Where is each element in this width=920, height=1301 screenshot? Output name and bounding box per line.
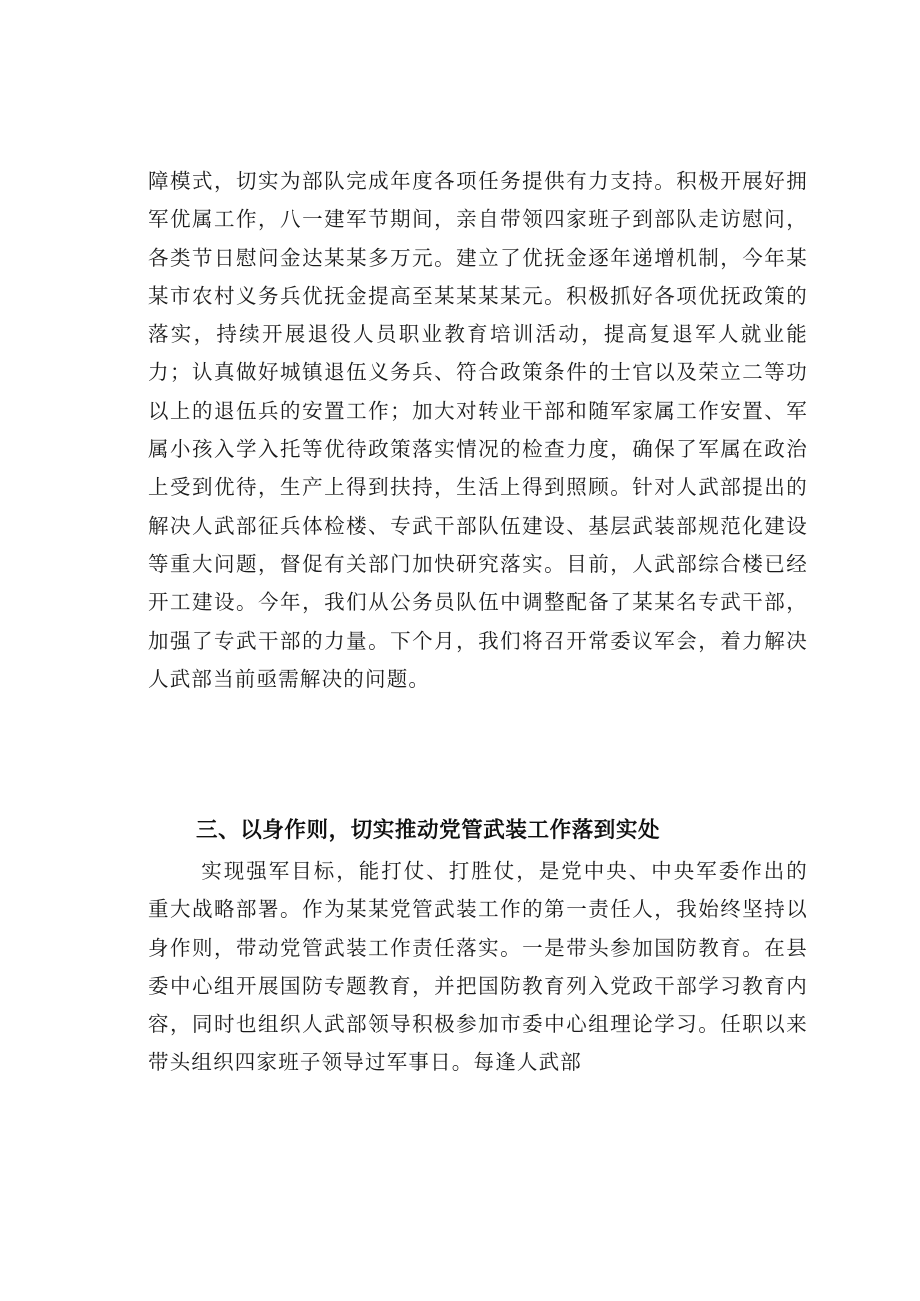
body-paragraph-1: 障模式，切实为部队完成年度各项任务提供有力支持。积极开展好拥军优属工作，八一建军节期间，亲自带领四家班子到部队走访慰问，各类节日慰问金达某某多万元。建立了优抚金逐年递增机制，今年某某市农村义务兵优抚金提高至某某某某元。积极抓好各项优抚政策的落实，持续开展退役人员职业教育培训活动，提高复退军人就业能力；认真做好城镇退伍义务兵、符合政策条件的士官以及荣立二等功以上的退伍兵的安置工作；加大对转业干部和随军家属工作安置、军属小孩入学入托等优待政策落实情况的检查力度，确保了军属在政治上受到优待，生产上得到扶持，生活上得到照顾。针对人武部提出的解决人武部征兵体检楼、专武干部队伍建设、基层武装部规范化建设等重大问题，督促有关部门加快研究落实。目前，人武部综合楼已经开工建设。今年，我们从公务员队伍中调整配备了某某名专武干部，加强了专武干部的力量。下个月，我们将召开常委议军会，着力解决人武部当前亟需解决的问题。 — [148, 169, 808, 691]
section-heading: 三、以身作则，切实推动党管武装工作落到实处 — [196, 818, 661, 843]
body-paragraph-2: 实现强军目标，能打仗、打胜仗，是党中央、中央军委作出的重大战略部署。作为某某党管武装工作的第一责任人，我始终坚持以身作则，带动党管武装工作责任落实。一是带头参加国防教育。在县委中心组开展国防专题教育，并把国防教育列入党政干部学习教育内容，同时也组织人武部领导积极参加市委中心组理论学习。任职以来带头组织四家班子领导过军事日。每逢人武部 — [148, 859, 808, 1075]
